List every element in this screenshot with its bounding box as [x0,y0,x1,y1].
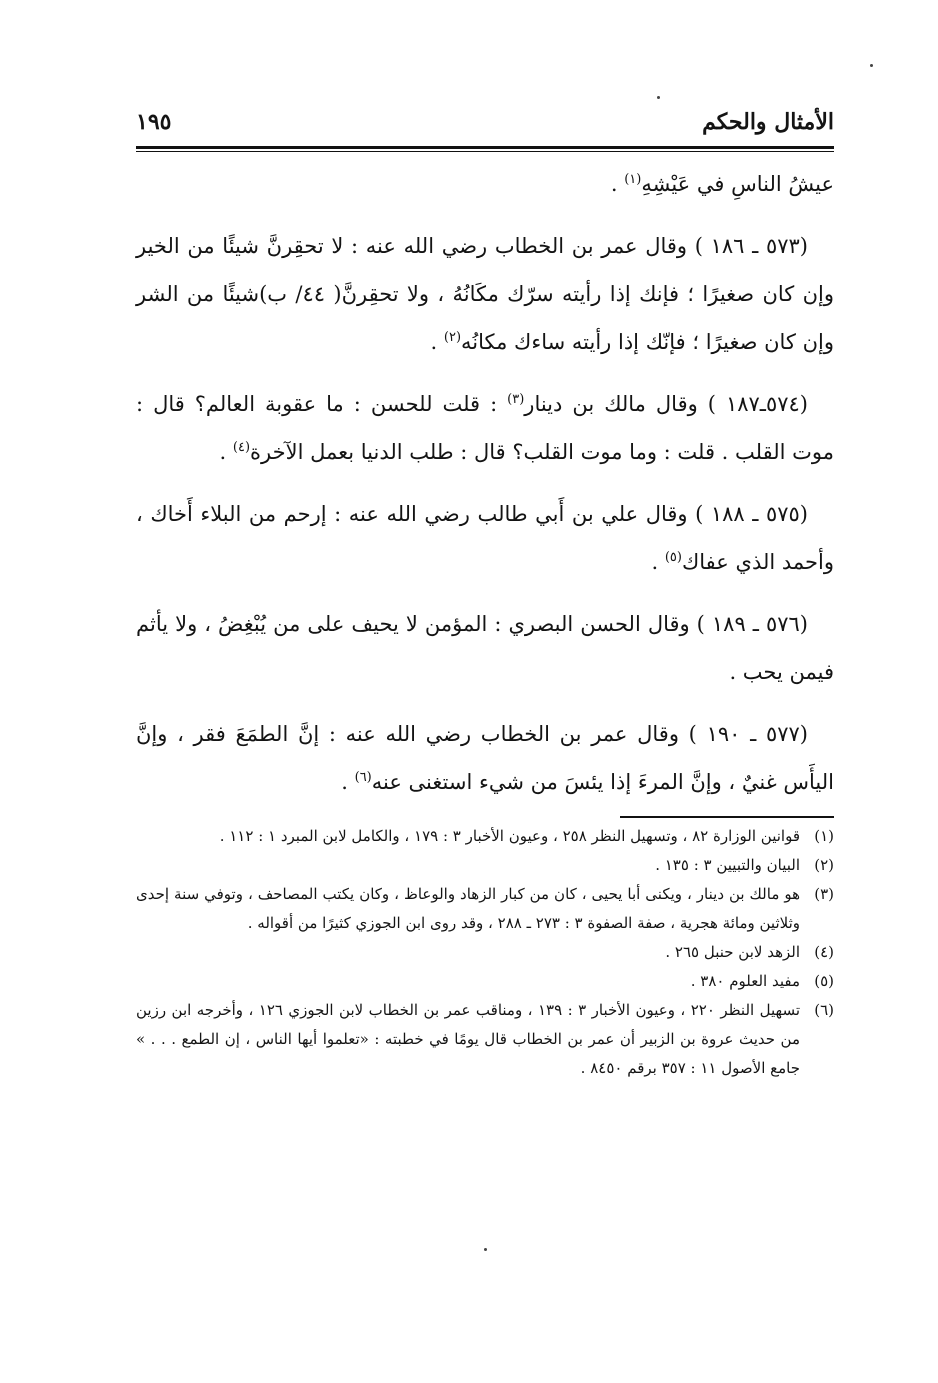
paragraph: (٥٧٦ ـ ١٨٩ ) وقال الحسن البصري : المؤمن لا يحيف على من يُبْغِضُ ، ولا يأثم فيمن يحب . [136,612,834,684]
footnote [136,822,834,851]
running-title: الأمثال والحكم [702,109,834,135]
footnote-ref: (٢) [443,330,462,345]
paragraph: (٥٧٣ ـ ١٨٦ ) وقال عمر بن الخطاب رضي الله عنه : لا تحقِرنَّ شيئًا من الخير وإن كان صغيرًا ؛ فإنك إذا رأيته سرّك مكَانُهُ ، ولا تحقِرنَّ( ٤٤/ ب)شيئًا من الشر وإن كان صغيرًا ؛ فإنّك إذا رأيته ساءك مكانُه$^{(٢)}$ . [136,234,834,354]
paragraph: (٥٧٤ـ١٨٧ ) وقال مالك بن دينار$^{(٣)}$ : قلت للحسن : ما عقوبة العالم؟ قال : موت القلب . قلت : وما موت القلب؟ قال : طلب الدنيا بعمل الآخرة$^{(٤)}$ . [136,392,834,464]
page-number: ١٩٥ [136,109,172,135]
footnote [136,851,834,880]
footnote-ref: (٣) [507,392,525,407]
footnote-text: قوانين الوزارة ٨٢ ، وتسهيل النظر ٢٥٨ ، وعيون الأخبار ٣ : ١٧٩ ، والكامل لابن المبرد ١ : ١١٢ . [219,827,800,845]
footnotes [136,822,834,1083]
main-text [136,160,834,806]
footnote-number: (٥) [814,972,834,990]
footnote-ref: (١) [624,172,642,187]
header-rule [136,146,834,152]
footnote-text: الزهد لابن حنبل ٢٦٥ . [665,943,800,961]
footnote-ref: (٥) [664,550,682,565]
scan-speck [484,1248,487,1251]
footnote-number: (٤) [814,943,834,961]
footnote-number: (٣) [814,885,834,903]
scan-speck [870,64,873,67]
footnote [136,996,834,1083]
paragraph: (٥٧٧ ـ ١٩٠ ) وقال عمر بن الخطاب رضي الله عنه : إنَّ الطمَعَ فقر ، وإنَّ اليأَس غنيٌ ، وإنَّ المرءَ إذا يئسَ من شيء استغنى عنه$^{(٦)}$ . [136,722,834,794]
footnote-number: (٦) [814,1001,834,1019]
footnote-ref: (٦) [354,770,372,785]
footnote [136,967,834,996]
running-header [136,102,834,142]
scan-speck [657,96,660,99]
footnote-number: (٢) [814,856,834,874]
footnote-ref: (٤) [232,440,251,455]
footnote-text: البيان والتبيين ٣ : ١٣٥ . [655,856,800,874]
footnote-separator [620,816,834,818]
paragraph: عيشُ الناسِ في عَيْشِهِ$^{(١)}$ . [610,172,834,196]
footnote-text: تسهيل النظر ٢٢٠ ، وعيون الأخبار ٣ : ١٣٩ ، ومناقب عمر بن الخطاب لابن الجوزي ١٢٦ ، وأخرجه ابن رزين من حديث عروة بن الزبير أن عمر بن الخطاب قال يومًا في خطبته : «تعلموا أيها الناس ، إن الطمع . . . » جامع الأصول ١١ : ٣٥٧ برقم ٨٤٥٠ . [136,1001,800,1077]
footnote-text: مفيد العلوم ٣٨٠ . [690,972,800,990]
footnote-number: (١) [814,827,834,845]
paragraph: (٥٧٥ ـ ١٨٨ ) وقال علي بن أَبي طالب رضي الله عنه : إرحم من البلاء أَخاك ، وأحمد الذي عفاك$^{(٥)}$ . [136,502,834,574]
footnote [136,938,834,967]
footnote [136,880,834,938]
footnote-text: هو مالك بن دينار ، ويكنى أبا يحيى ، كان من كبار الزهاد والوعاظ ، وكان يكتب المصاحف ، وتوفي سنة إحدى وثلاثين ومائة هجرية ، صفة الصفوة ٣ : ٢٧٣ ـ ٢٨٨ ، وقد روى ابن الجوزي كثيرًا من أقواله . [136,885,800,932]
